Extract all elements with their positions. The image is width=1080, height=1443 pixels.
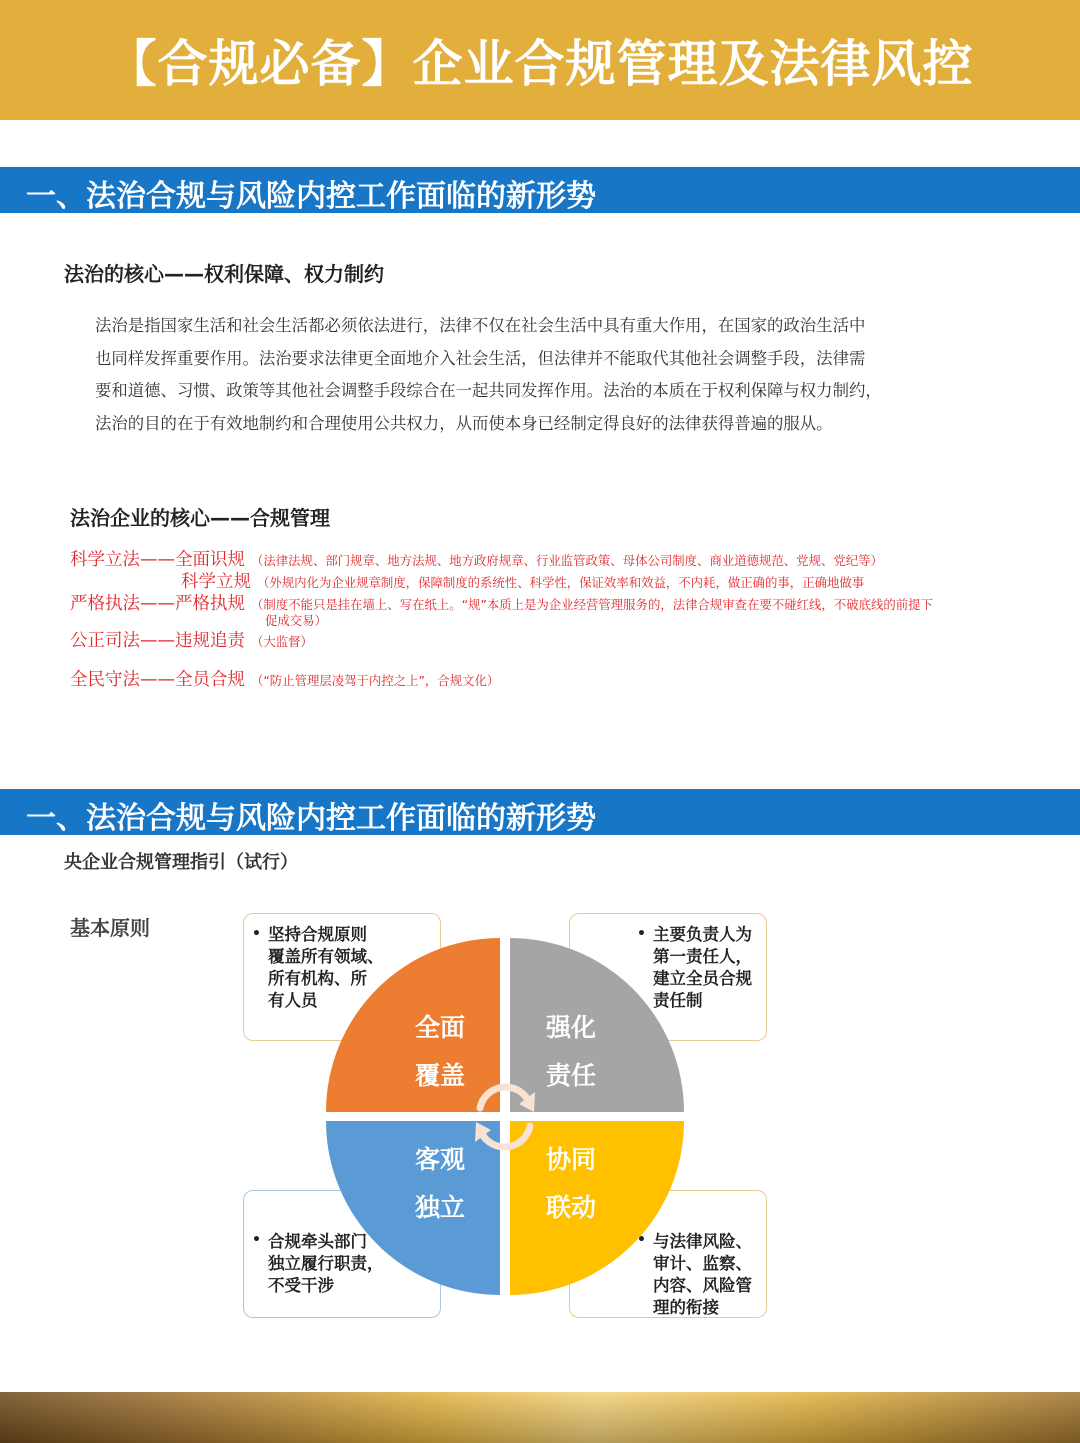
quadrant-label: 覆盖 (414, 1061, 466, 1090)
callout-line: 合规牵头部门 (268, 1232, 367, 1251)
quadrant-label: 强化 (545, 1013, 597, 1042)
page-title: 【合规必备】企业合规管理及法律风控 (106, 35, 974, 93)
row-key: 严格执法——严格执规 (70, 594, 245, 614)
callout-line: 坚持合规原则 (268, 925, 367, 944)
quadrant-label: 独立 (414, 1193, 466, 1222)
paragraph-line: 也同样发挥重要作用。法治要求法律更全面地介入社会生活，但法律并不能取代其他社会调整手段，法律需 (95, 348, 866, 368)
quadrant-label: 客观 (414, 1145, 466, 1174)
row-note: （制度不能只是挂在墙上、写在纸上。“规”本质上是为企业经营管理服务的，法律合规审查在要不碰红线，不破底线的前提下 (251, 597, 933, 612)
paragraph-line: 法治的目的在于有效地制约和合理使用公共权力，从而使本身已经制定得良好的法律获得普遍的服从。 (95, 413, 833, 433)
quadrant-label: 协同 (545, 1145, 597, 1174)
bottom-decorative-band (0, 1392, 1080, 1443)
callout-line: 与法律风险、 (653, 1232, 752, 1251)
callout-line: 有人员 (268, 991, 318, 1010)
section-bar-2-title: 一、法治合规与风险内控工作面临的新形势 (26, 801, 596, 836)
bullet-icon: • (637, 1232, 646, 1248)
row-note: （法律法规、部门规章、地方法规、地方政府规章、行业监管政策、母体公司制度、商业道德规范、党规、党纪等） (251, 553, 883, 568)
row-key: 科学立法——全面识规 (70, 550, 245, 570)
bullet-icon: • (252, 926, 261, 942)
callout-line: 独立履行职责， (268, 1254, 384, 1273)
cycle-arrows-icon (475, 1087, 535, 1147)
quadrant-responsibility (510, 938, 684, 1112)
quadrant-label: 联动 (545, 1193, 597, 1222)
callout-line: 建立全员合规 (653, 969, 752, 988)
callout-line: 第一责任人， (653, 947, 752, 966)
row-key: 公正司法——违规追责 (70, 631, 245, 651)
section-bar-1-title: 一、法治合规与风险内控工作面临的新形势 (26, 179, 596, 214)
quadrant-independent (326, 1121, 500, 1295)
quadrant-comprehensive (326, 938, 500, 1112)
quadrant-label: 全面 (414, 1013, 466, 1042)
bullet-icon: • (252, 1232, 261, 1248)
quadrant-coordination (510, 1121, 684, 1295)
row-key: 全民守法——全员合规 (70, 670, 245, 690)
row-note: （大监督） (251, 634, 313, 649)
guideline-heading: 央企业合规管理指引（试行） (64, 852, 298, 873)
callout-line: 覆盖所有领域、 (268, 947, 384, 966)
callout-line: 理的衔接 (653, 1298, 719, 1317)
compliance-heading: 法治企业的核心——合规管理 (70, 506, 330, 530)
row-note-continued: 促成交易） (265, 613, 327, 628)
callout-line: 不受干涉 (268, 1276, 334, 1295)
paragraph-line: 法治是指国家生活和社会生活都必须依法进行，法律不仅在社会生活中具有重大作用，在国家的政治生活中 (95, 316, 866, 335)
callout-line: 内容、风险管 (653, 1276, 752, 1295)
bullet-icon: • (637, 926, 646, 942)
callout-line: 审计、监察、 (653, 1254, 752, 1273)
basic-principles-label: 基本原则 (70, 916, 150, 940)
callout-line: 主要负责人为 (653, 925, 752, 944)
row-key: 科学立规 (181, 572, 251, 592)
row-note: （“防止管理层凌驾于内控之上”，合规文化） (251, 673, 500, 688)
quadrant-label: 责任 (545, 1061, 597, 1090)
callout-line: 所有机构、所 (268, 969, 367, 988)
row-note: （外规内化为企业规章制度，保障制度的系统性、科学性，保证效率和效益，不内耗，做正确的事，正确地做事 (257, 575, 865, 590)
band-shade (0, 1392, 1080, 1443)
paragraph-line: 要和道德、习惯、政策等其他社会调整手段综合在一起共同发挥作用。法治的本质在于权利保障与权力制约， (95, 381, 882, 400)
callout-line: 责任制 (653, 991, 703, 1010)
rule-of-law-heading: 法治的核心——权利保障、权力制约 (64, 262, 384, 286)
